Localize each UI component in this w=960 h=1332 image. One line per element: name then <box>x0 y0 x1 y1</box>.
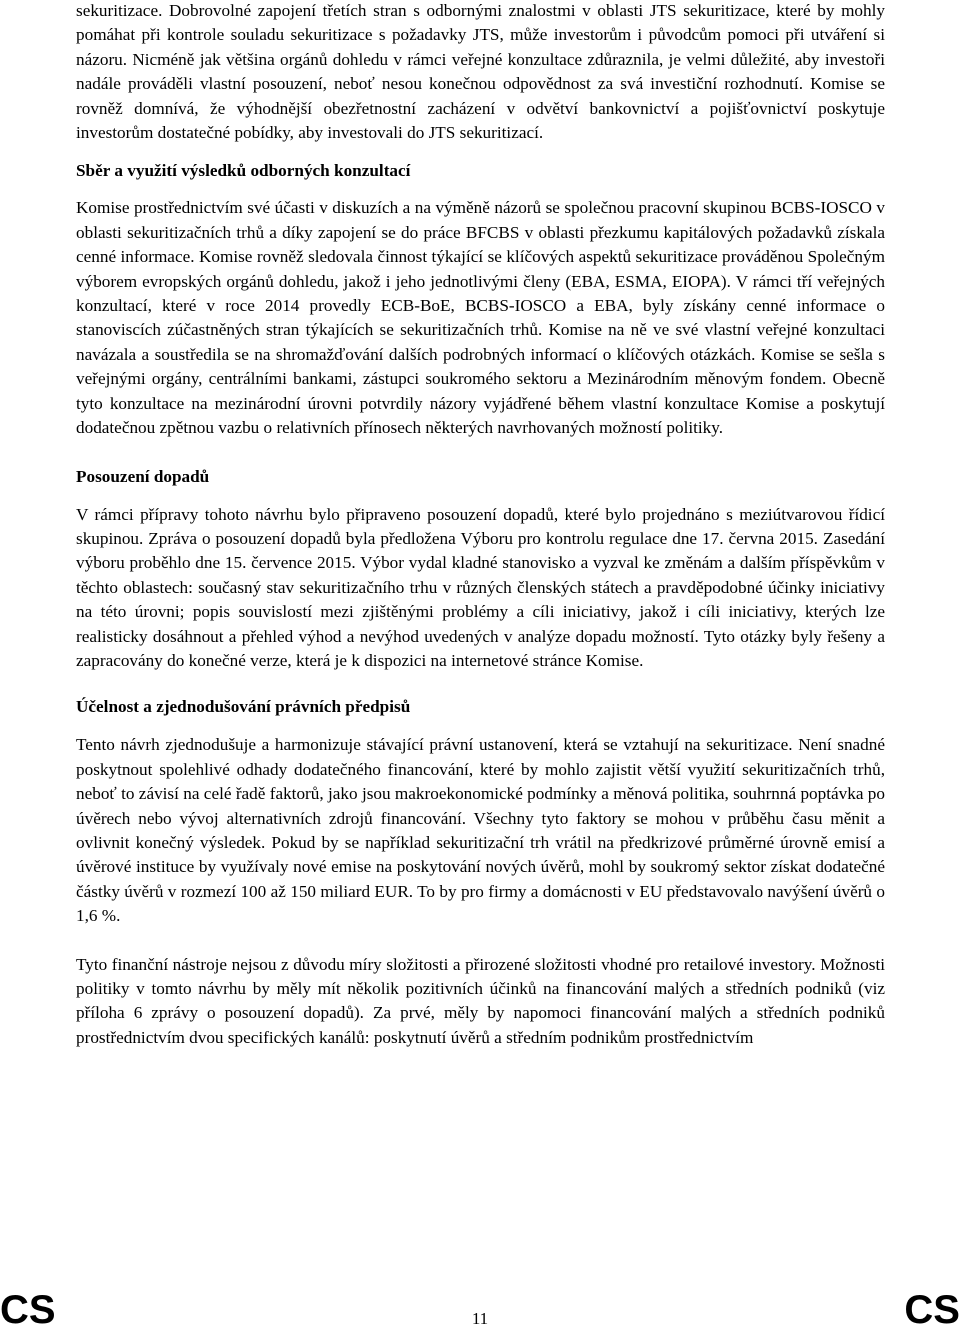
paragraph-impact-assessment: V rámci přípravy tohoto návrhu bylo připraveno posouzení dopadů, které bylo projednáno s meziútvarovou řídicí skupinou. Zpráva o posouzení dopadů byla předložena Výboru pro kontrolu regulace dne 17. června 2015. Zasedání výboru proběhlo dne 15. července 2015. Výbor vydal kladné stanovisko a vyzval ke změnám a dalším příspěvkům v těchto oblastech: současný stav sekuritizačního trhu v různých členských státech a pravděpodobné účinky iniciativy na této úrovni; popis souvislostí mezi zjištěnými problémy a cíli iniciativy, jakož i cíli iniciativy, kterých lze realisticky dosáhnout a přehled výhod a nevýhod uvedených v analýze dopadu možností. Tyto otázky byly řešeny a zapracovány do konečné verze, která je k dispozici na internetové stránce Komise. <box>76 504 885 670</box>
document-page <box>76 0 885 1050</box>
heading-impact-assessment: Posouzení dopadů <box>76 466 210 486</box>
paragraph-regulatory-fitness: Tento návrh zjednodušuje a harmonizuje stávající právní ustanovení, která se vztahují na sekuritizace. Není snadné poskytnout spolehlivé odhady dodatečného financování, které by mohlo zajistit větší využití sekuritizačních trhů, neboť to závisí na celé řadě faktorů, jako jsou makroekonomické podmínky a měnová politika, souhrnná poptávka po úvěrech nebo vývoj alternativních zdrojů financování. Všechny tyto faktory se mohou v průběhu času měnit a ovlivnit konečný výsledek. Pokud by se například sekuritizační trh vrátil na předkrizové průměrné úrovně emisí a úvěrové instituce by využívaly nové emise na poskytování nových úvěrů, mohl by soukromý sektor získat dodatečné částky úvěrů v rozmezí 100 až 150 miliard EUR. To by pro firmy a domácnosti v EU představovalo navýšení úvěrů o 1,6 %. <box>76 735 885 926</box>
paragraph-financial-instruments: Tyto finanční nástroje nejsou z důvodu míry složitosti a přirozené složitosti vhodné pro retailové investory. Možnosti politiky v tomto návrhu by měly mít několik pozitivních účinků na financování malých a středních podniků (viz příloha 6 zprávy o posouzení dopadů). Za prvé, měly by napomoci financování malých a středních podniků prostřednictvím dvou specifických kanálů: poskytnutí úvěrů a středním podnikům prostřednictvím <box>76 954 885 1047</box>
footer-language-code-left: CS <box>0 1288 56 1332</box>
paragraph-intro: sekuritizace. Dobrovolné zapojení třetích stran s odbornými znalostmi v oblasti JTS sekuritizace, které by mohly pomáhat při kontrole souladu sekuritizace s požadavky JTS, může investorům i původcům pomoci při utváření si názoru. Nicméně jak většina orgánů dohledu v rámci veřejné konzultace zdůraznila, je velmi důležité, aby investoři nadále prováděli vlastní posouzení, neboť nesou konečnou odpovědnost za svá investiční rozhodnutí. Komise se rovněž domnívá, že výhodnější obezřetnostní zacházení v odvětví bankovnictví a pojišťovnictví poskytuje investorům dostatečné pobídky, aby investovali do JTS sekuritizací. <box>76 1 885 143</box>
paragraph-consultation-results: Komise prostřednictvím své účasti v diskuzích a na výměně názorů se společnou pracovní skupinou BCBS-IOSCO v oblasti sekuritizačních trhů a díky zapojení se do práce BFCBS v oblasti přezkumu kapitálových požadavků získala cenné informace. Komise rovněž sledovala činnost týkající se klíčových aspektů sekuritizace prováděnou Společným výborem evropských orgánů dohledu, jakož i jeho jednotlivými členy (EBA, ESMA, EIOPA). V rámci tří veřejných konzultací, které v roce 2014 provedly ECB-BoE, BCBS-IOSCO a EBA, byly získány cenné informace o stanoviscích zúčastněných stran týkajících se sekuritizačních trhů. Komise na ně ve své vlastní veřejné konzultaci navázala a soustředila se na shromažďování dalších podrobných informací o klíčových otázkách. Komise se sešla s veřejnými orgány, centrálními bankami, zástupci soukromého sektoru a Mezinárodním měnovým fondem. Obecně tyto konzultace na mezinárodní úrovni potvrdily názory vyjádřené během vlastní konzultace Komise a poskytují dodatečnou zpětnou vazbu o relativních přínosech některých navrhovaných možností politiky. <box>76 198 885 438</box>
footer-language-code-right: CS <box>904 1288 960 1332</box>
heading-consultation-results: Sběr a využití výsledků odborných konzultací <box>76 161 411 181</box>
page-number: 11 <box>471 1309 489 1328</box>
heading-regulatory-fitness: Účelnost a zjednodušování právních předpisů <box>76 697 411 717</box>
